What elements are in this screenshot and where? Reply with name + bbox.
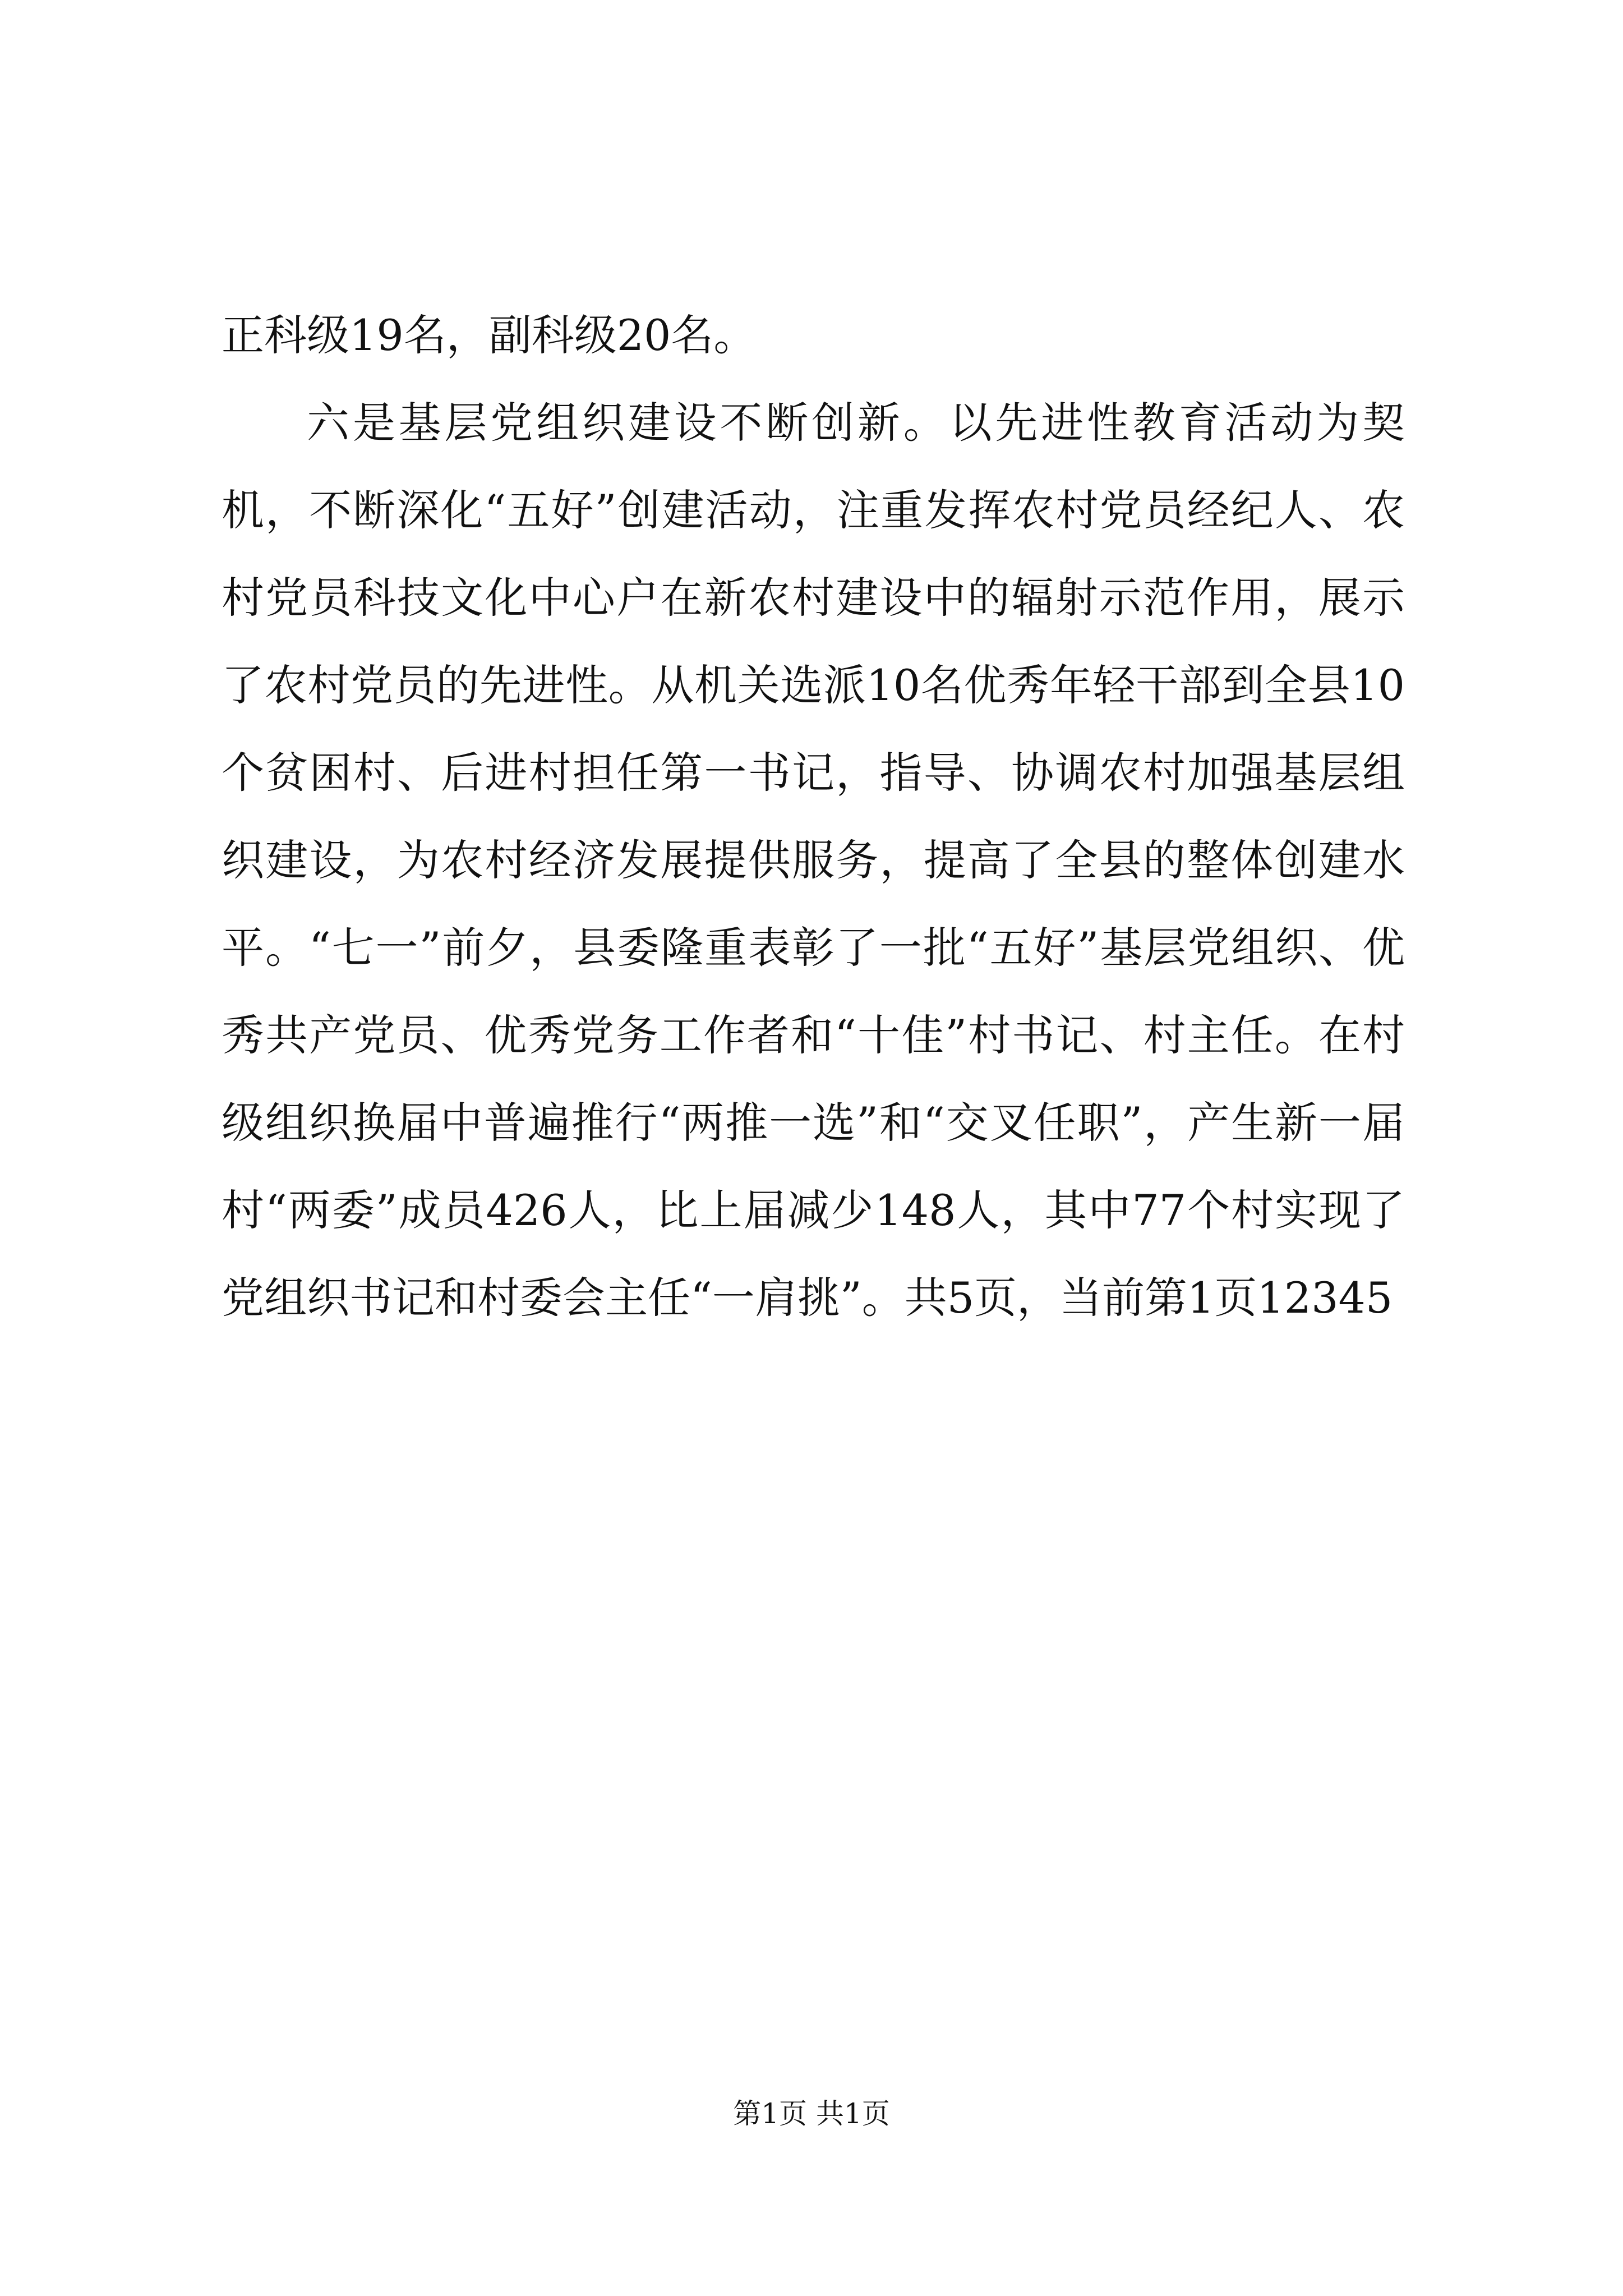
page-footer: 第1页 共1页	[733, 2097, 890, 2130]
paragraph-grassroots-party: 六是基层党组织建设不断创新。以先进性教育活动为契机，不断深化“五好”创建活动，注重发挥农村党员经纪人、农村党员科技文化中心户在新农村建设中的辐射示范作用，展示了农村党员的先进性。从机关选派10名优秀年轻干部到全县10个贫困村、后进村担任第一书记，指导、协调农村加强基层组织建设，为农村经济发展提供服务，提高了全县的整体创建水平。“七一”前夕，县委隆重表彰了一批“五好”基层党组织、优秀共产党员、优秀党务工作者和“十佳”村书记、村主任。在村级组织换届中普遍推行“两推一选”和“交叉任职”，产生新一届村“两委”成员426人，比上届减少148人，其中77个村实现了党组织书记和村委会主任“一肩挑”。共5页，当前第1页12345	[222, 398, 1405, 1323]
paragraph-continued: 正科级19名，副科级20名。	[222, 310, 757, 360]
document-body	[222, 292, 1405, 1342]
